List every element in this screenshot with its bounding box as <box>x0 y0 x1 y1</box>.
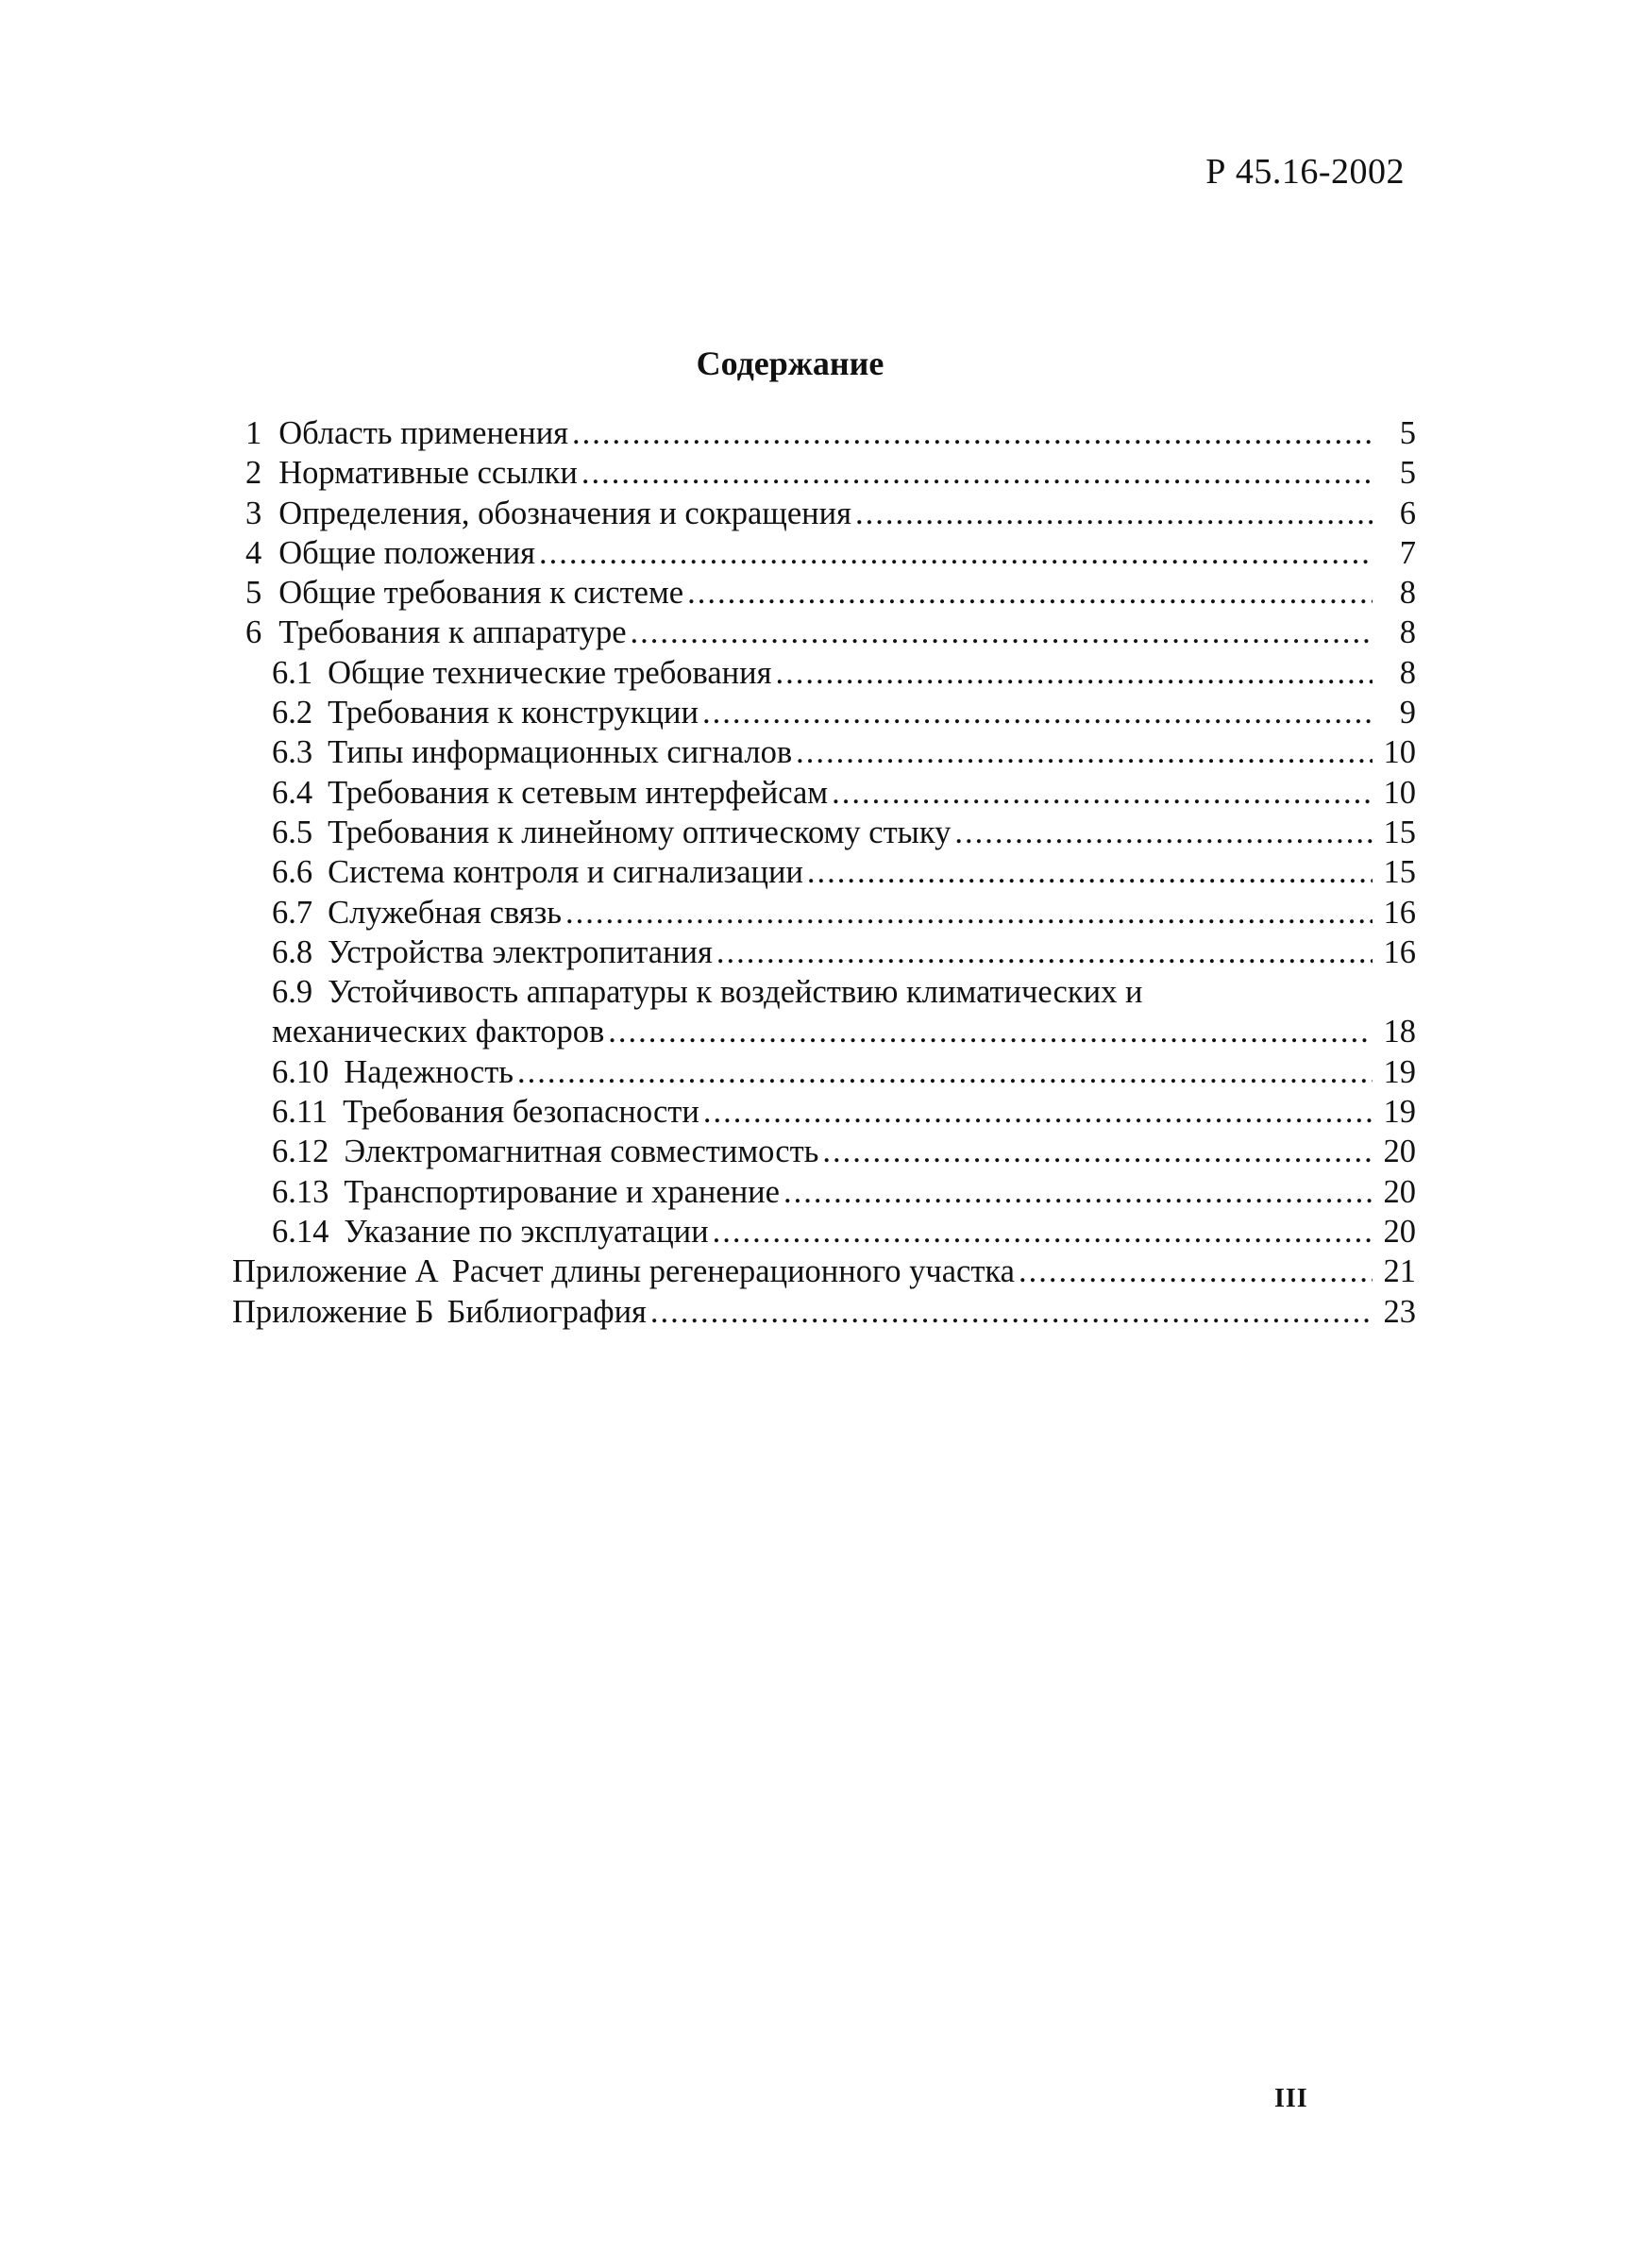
toc-entry-page: 21 <box>1383 1253 1416 1290</box>
dot-leader <box>855 496 1373 532</box>
toc-entry-number: 2 <box>245 455 262 492</box>
toc-entry-page: 16 <box>1383 894 1416 931</box>
toc-entry-label: Библиография <box>446 1293 647 1330</box>
toc-entry-page: 23 <box>1383 1293 1416 1330</box>
toc-entry-6-14[interactable] <box>232 1214 1416 1253</box>
toc-entry-number: Приложение А <box>232 1253 439 1290</box>
page-number: III <box>1274 2084 1308 2113</box>
toc-entry-label: Устройства электропитания <box>328 933 713 970</box>
toc-entry-page: 15 <box>1383 854 1416 891</box>
dot-leader <box>572 415 1373 452</box>
toc-entry-label: Определения, обозначения и сокращения <box>278 495 851 531</box>
dot-leader <box>832 775 1373 812</box>
toc-entry-appendix-b[interactable] <box>232 1294 1416 1334</box>
toc-entry-page: 8 <box>1399 575 1416 612</box>
toc-entry-label: Общие положения <box>278 534 536 571</box>
toc-entry-label: Указание по эксплуатации <box>344 1213 709 1250</box>
toc-entry-number: 6.7 <box>272 894 313 931</box>
toc-entry-number: Приложение Б <box>232 1293 434 1330</box>
toc-entry-label: Требования безопасности <box>343 1094 699 1131</box>
toc-title: Содержание <box>696 344 884 382</box>
toc-entry-page: 19 <box>1383 1053 1416 1090</box>
toc-entry-number: 6.6 <box>272 854 313 891</box>
toc-entry-6-10[interactable] <box>232 1054 1416 1094</box>
toc-entry-page: 5 <box>1399 415 1416 451</box>
toc-entry-6-11[interactable] <box>232 1094 1416 1134</box>
toc-entry-page: 5 <box>1399 455 1416 492</box>
toc-entry-number: 6.1 <box>272 654 313 691</box>
toc-entry-6-12[interactable] <box>232 1134 1416 1173</box>
toc-entry-page: 8 <box>1399 614 1416 651</box>
dot-leader <box>796 734 1373 771</box>
toc-entry-6-9-continuation[interactable] <box>232 1014 1416 1053</box>
toc-entry-6-9[interactable] <box>232 974 1416 1014</box>
toc-entry-6-7[interactable] <box>232 895 1416 934</box>
document-code: Р 45.16-2002 <box>1205 152 1405 192</box>
toc-entry-number: 1 <box>245 415 262 451</box>
toc-entry-6-3[interactable] <box>232 734 1416 774</box>
dot-leader <box>608 1014 1373 1050</box>
toc-entry-6-13[interactable] <box>232 1174 1416 1214</box>
toc-entry-4[interactable] <box>232 535 1416 575</box>
toc-entry-label: Требования к аппаратуре <box>278 614 627 651</box>
toc-entry-number: 6.10 <box>272 1053 329 1090</box>
toc-entry-page: 15 <box>1383 814 1416 850</box>
toc-entry-number: 6.9 <box>272 974 313 1011</box>
dot-leader <box>716 934 1373 971</box>
toc-entry-number: 6.14 <box>272 1213 329 1250</box>
toc-entry-label: Служебная связь <box>328 894 563 931</box>
toc-entry-page: 6 <box>1399 495 1416 531</box>
toc-entry-page: 20 <box>1383 1134 1416 1170</box>
toc-entry-label: Система контроля и сигнализации <box>328 854 803 891</box>
toc-entry-6-2[interactable] <box>232 695 1416 734</box>
toc-entry-number: 6 <box>245 614 262 651</box>
toc-entry-page: 9 <box>1399 695 1416 731</box>
dot-leader <box>687 575 1373 612</box>
dot-leader <box>807 854 1373 891</box>
toc-entry-6-4[interactable] <box>232 775 1416 815</box>
dot-leader <box>581 455 1373 492</box>
toc-entry-number: 6.2 <box>272 695 313 731</box>
dot-leader <box>539 535 1373 572</box>
toc-entry-page: 10 <box>1383 734 1416 771</box>
dot-leader <box>775 655 1373 692</box>
toc-entry-label: Общие технические требования <box>328 654 772 691</box>
toc-entry-page: 20 <box>1383 1213 1416 1250</box>
dot-leader <box>631 614 1373 651</box>
toc-entry-label: Область применения <box>278 415 569 451</box>
toc-entry-number: 4 <box>245 534 262 571</box>
toc-entry-label: Типы информационных сигналов <box>328 734 793 771</box>
dot-leader <box>702 695 1373 731</box>
toc-entry-label: Общие требования к системе <box>278 575 684 612</box>
dot-leader <box>1019 1253 1373 1290</box>
toc-entry-3[interactable] <box>232 496 1416 535</box>
toc-entry-appendix-a[interactable] <box>232 1253 1416 1293</box>
toc-entry-label: Расчет длины регенерационного участка <box>451 1253 1015 1290</box>
toc-entry-label: Требования к сетевым интерфейсам <box>328 774 829 811</box>
toc-entry-label: механических факторов <box>272 1014 605 1050</box>
table-of-contents <box>232 415 1416 1334</box>
toc-entry-6-8[interactable] <box>232 934 1416 974</box>
dot-leader <box>954 815 1373 851</box>
toc-entry-label: Транспортирование и хранение <box>344 1173 780 1210</box>
toc-entry-number: 6.13 <box>272 1173 329 1210</box>
toc-entry-label: Требования к линейному оптическому стыку <box>328 814 952 850</box>
toc-entry-page: 7 <box>1399 534 1416 571</box>
toc-entry-page: 18 <box>1383 1014 1416 1050</box>
toc-entry-6-6[interactable] <box>232 854 1416 894</box>
toc-entry-number: 6.8 <box>272 933 313 970</box>
toc-entry-page: 10 <box>1383 774 1416 811</box>
toc-entry-page: 8 <box>1399 654 1416 691</box>
dot-leader <box>713 1214 1373 1251</box>
toc-entry-number: 6.5 <box>272 814 313 850</box>
dot-leader <box>822 1134 1373 1170</box>
toc-entry-number: 6.12 <box>272 1134 329 1170</box>
dot-leader <box>517 1054 1373 1091</box>
toc-entry-5[interactable] <box>232 575 1416 614</box>
toc-entry-6-1[interactable] <box>232 655 1416 695</box>
dot-leader <box>783 1174 1373 1211</box>
toc-entry-6-5[interactable] <box>232 815 1416 854</box>
toc-entry-label: Требования к конструкции <box>328 695 699 731</box>
toc-entry-label: Надежность <box>344 1053 514 1090</box>
toc-entry-number: 5 <box>245 575 262 612</box>
toc-entry-label: Нормативные ссылки <box>278 455 578 492</box>
dot-leader <box>565 895 1373 932</box>
toc-entry-2[interactable] <box>232 455 1416 495</box>
toc-entry-1[interactable] <box>232 415 1416 455</box>
toc-entry-number: 6.11 <box>272 1094 328 1131</box>
toc-entry-number: 6.4 <box>272 774 313 811</box>
toc-entry-6[interactable] <box>232 614 1416 654</box>
toc-entry-page: 19 <box>1383 1094 1416 1131</box>
toc-entry-label: Устойчивость аппаратуры к воздействию климатических и <box>328 974 1143 1011</box>
toc-entry-page: 20 <box>1383 1173 1416 1210</box>
dot-leader <box>703 1094 1373 1131</box>
toc-entry-number: 3 <box>245 495 262 531</box>
toc-entry-label: Электромагнитная совместимость <box>344 1134 819 1170</box>
toc-entry-page: 16 <box>1383 933 1416 970</box>
toc-entry-number: 6.3 <box>272 734 313 771</box>
dot-leader <box>650 1294 1373 1331</box>
